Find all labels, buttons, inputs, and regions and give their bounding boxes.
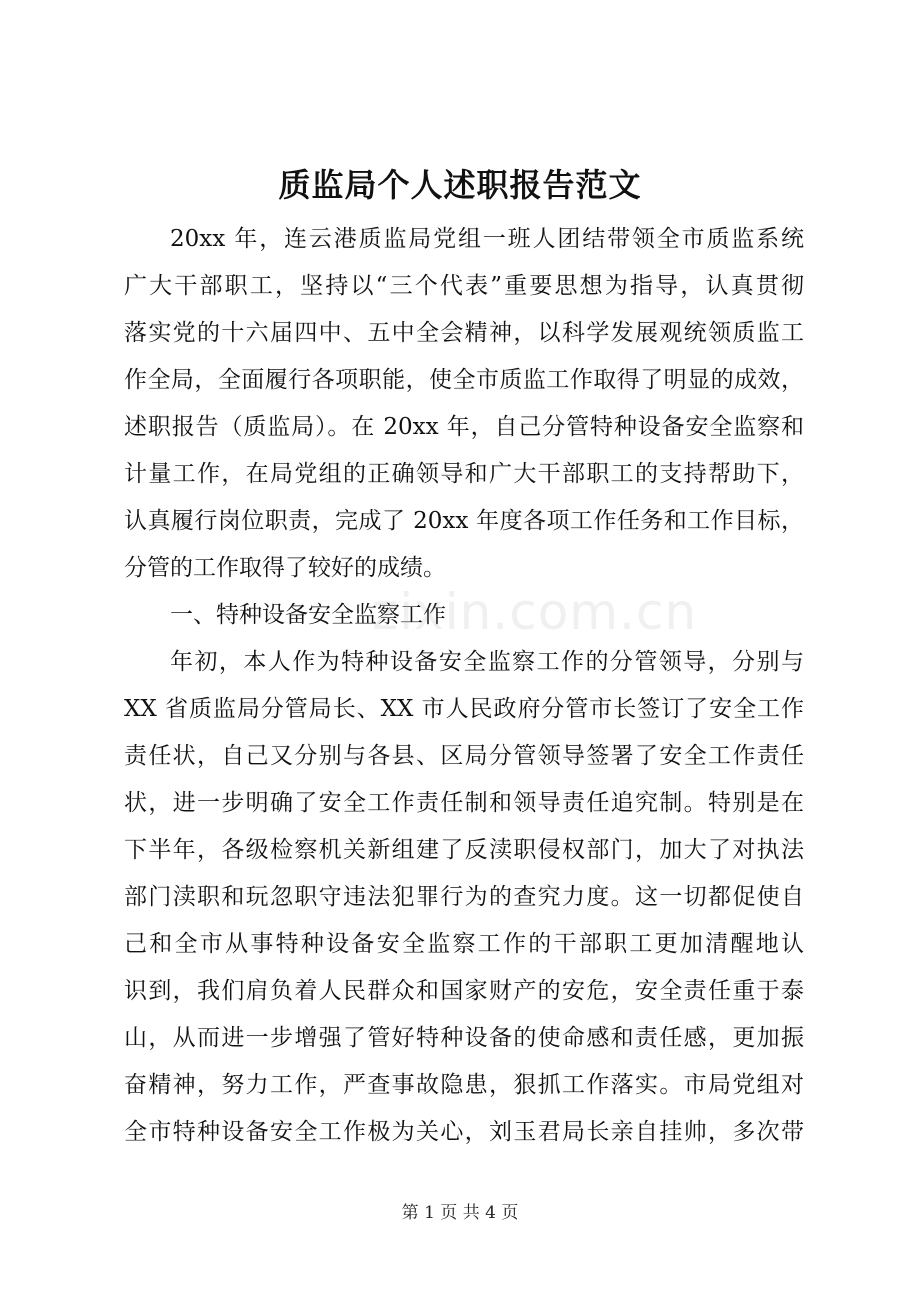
section-heading: 一、特种设备安全监察工作 — [170, 602, 446, 628]
text-line: 20xx 年，连云港质监局党组一班人团结带领全市质监系统 — [170, 226, 804, 252]
text-line: 认真履行岗位职责，完成了 20xx 年度各项工作任务和工作目标， — [124, 508, 804, 534]
text-line: 落实党的十六届四中、五中全会精神，以科学发展观统领质监工 — [124, 320, 804, 346]
text-line: 识到，我们肩负着人民群众和国家财产的安危，安全责任重于泰 — [124, 978, 804, 1004]
text-line: 作全局，全面履行各项职能，使全市质监工作取得了明显的成效， — [124, 367, 804, 393]
document-body — [124, 216, 804, 1156]
text-line: 状，进一步明确了安全工作责任制和领导责任追究制。特别是在 — [124, 790, 804, 816]
text-line: 部门渎职和玩忽职守违法犯罪行为的查究力度。这一切都促使自 — [124, 884, 804, 910]
text-line: 己和全市从事特种设备安全监察工作的干部职工更加清醒地认 — [124, 931, 804, 957]
text-line: 山，从而进一步增强了管好特种设备的使命感和责任感，更加振 — [124, 1025, 804, 1051]
text-line: 年初，本人作为特种设备安全监察工作的分管领导，分别与 — [170, 649, 804, 675]
text-line: XX 省质监局分管局长、XX 市人民政府分管市长签订了安全工作 — [124, 696, 804, 722]
document-title: 质监局个人述职报告范文 — [278, 166, 642, 204]
text-line: 广大干部职工，坚持以“三个代表”重要思想为指导，认真贯彻 — [124, 273, 804, 299]
page-footer: 第 1 页 共 4 页 — [401, 1203, 519, 1223]
text-line: 责任状，自己又分别与各县、区局分管领导签署了安全工作责任 — [124, 743, 804, 769]
text-line: 奋精神，努力工作，严查事故隐患，狠抓工作落实。市局党组对 — [124, 1072, 804, 1098]
text-line: 全市特种设备安全工作极为关心，刘玉君局长亲自挂帅，多次带 — [124, 1119, 804, 1145]
text-line: 分管的工作取得了较好的成绩。 — [124, 555, 446, 581]
watermark: zixin.com.cn — [372, 583, 698, 641]
text-line: 下半年，各级检察机关新组建了反渎职侵权部门，加大了对执法 — [124, 837, 804, 863]
text-line: 计量工作，在局党组的正确领导和广大干部职工的支持帮助下， — [124, 461, 804, 487]
text-line: 述职报告（质监局）。在 20xx 年，自己分管特种设备安全监察和 — [124, 414, 804, 440]
